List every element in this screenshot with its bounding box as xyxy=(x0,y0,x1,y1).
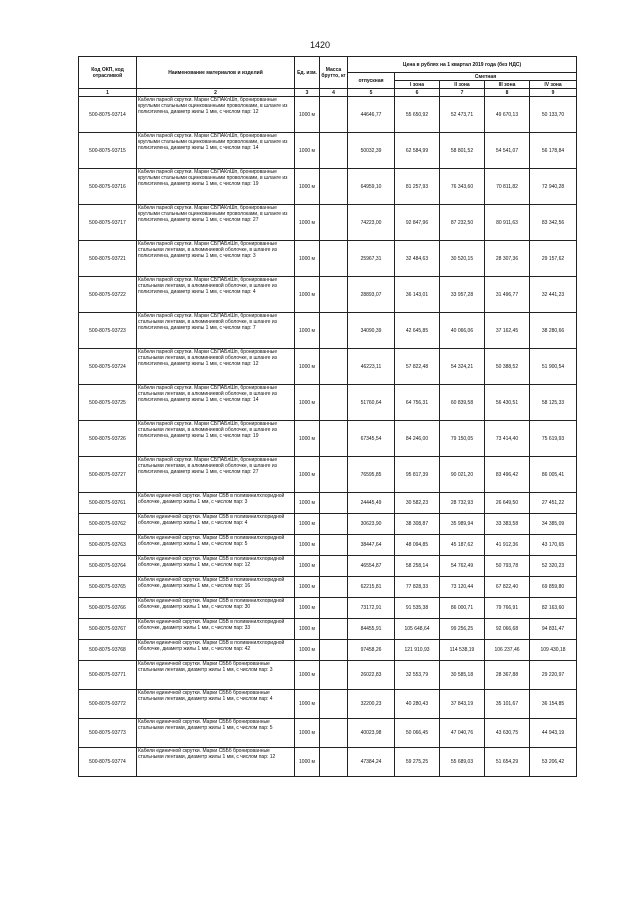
product-name-text: Кабели парной скрутки. Марки СБПАКлШп, бронированные круглыми стальными оцинкованными проволоками, в шланге из полиэтилена, диаметр жилы 1 мм, с числом пар: 12 xyxy=(138,97,288,115)
table-row xyxy=(79,169,577,205)
product-name-text: Кабели парной скрутки. Марки СБПАКлШп, бронированные круглыми стальными оцинкованными проволоками, в шланге из полиэтилена, диаметр жилы 1 мм, с числом пар: 14 xyxy=(138,133,288,151)
table-row xyxy=(79,205,577,241)
table-row xyxy=(79,514,577,535)
product-name xyxy=(137,241,295,277)
zone4-price: 29 220,97 xyxy=(530,661,577,690)
release-price: 28893,07 xyxy=(348,277,395,313)
table-row xyxy=(79,640,577,661)
release-price: 46223,11 xyxy=(348,349,395,385)
zone1-price: 57 822,48 xyxy=(395,349,440,385)
unit-cell: 1000 м xyxy=(295,133,320,169)
mass-cell xyxy=(320,619,348,640)
mass-cell xyxy=(320,457,348,493)
zone1-price: 55 650,92 xyxy=(395,97,440,133)
product-name-text: Кабели парной скрутки. Марки СБПАБлШп, бронированные стальными лентами, в алюминиевой оболочке, в шланге из полиэтилена, диаметр жилы 1 мм, с числом пар: 19 xyxy=(138,421,278,439)
zone1-price: 58 258,14 xyxy=(395,556,440,577)
unit-cell: 1000 м xyxy=(295,577,320,598)
zone2-price: 40 066,06 xyxy=(440,313,485,349)
unit-cell: 1000 м xyxy=(295,719,320,748)
mass-cell xyxy=(320,97,348,133)
zone2-price: 86 000,71 xyxy=(440,598,485,619)
release-price: 44646,77 xyxy=(348,97,395,133)
zone2-price: 35 989,94 xyxy=(440,514,485,535)
zone2-price: 47 040,76 xyxy=(440,719,485,748)
header-price-group: Цена в рублях на 1 квартал 2019 года (без НДС) xyxy=(348,57,577,73)
zone1-price: 30 582,23 xyxy=(395,493,440,514)
product-code: 500-8075-93765 xyxy=(79,577,137,598)
product-code: 500-8075-93763 xyxy=(79,535,137,556)
zone2-price: 114 538,19 xyxy=(440,640,485,661)
zone4-price: 56 178,84 xyxy=(530,133,577,169)
mass-cell xyxy=(320,421,348,457)
mass-cell xyxy=(320,277,348,313)
column-number: 3 xyxy=(295,89,320,97)
table-row xyxy=(79,719,577,748)
unit-cell: 1000 м xyxy=(295,748,320,777)
header-zone3: III зона xyxy=(485,81,530,89)
release-price: 84455,91 xyxy=(348,619,395,640)
product-name xyxy=(137,577,295,598)
product-code: 500-8075-93721 xyxy=(79,241,137,277)
product-name-text: Кабели парной скрутки. Марки СБПАБлШп, бронированные стальными лентами, в алюминиевой оболочке, в шланге из полиэтилена, диаметр жилы 1 мм, с числом пар: 4 xyxy=(138,277,278,295)
zone2-price: 60 839,58 xyxy=(440,385,485,421)
zone1-price: 64 756,31 xyxy=(395,385,440,421)
zone1-price: 105 648,64 xyxy=(395,619,440,640)
zone1-price: 92 847,96 xyxy=(395,205,440,241)
product-name xyxy=(137,133,295,169)
zone2-price: 30 585,18 xyxy=(440,661,485,690)
zone4-price: 83 342,56 xyxy=(530,205,577,241)
release-price: 47384,24 xyxy=(348,748,395,777)
zone1-price: 59 275,25 xyxy=(395,748,440,777)
mass-cell xyxy=(320,241,348,277)
zone3-price: 33 383,58 xyxy=(485,514,530,535)
mass-cell xyxy=(320,169,348,205)
header-release: отпускная xyxy=(348,73,395,89)
unit-cell: 1000 м xyxy=(295,640,320,661)
zone4-price: 29 157,62 xyxy=(530,241,577,277)
zone2-price: 55 689,03 xyxy=(440,748,485,777)
zone1-price: 84 246,00 xyxy=(395,421,440,457)
product-name-text: Кабели единичной скрутки. Марки СБВ в поливинилхлоридной оболочке, диаметр жилы 1 мм, с числом пар: 12 xyxy=(138,556,285,568)
zone2-price: 58 801,52 xyxy=(440,133,485,169)
zone2-price: 33 957,28 xyxy=(440,277,485,313)
zone1-price: 40 280,43 xyxy=(395,690,440,719)
product-name xyxy=(137,277,295,313)
product-code: 500-8075-93717 xyxy=(79,205,137,241)
zone3-price: 70 811,82 xyxy=(485,169,530,205)
header-name: Наименование материалов и изделий xyxy=(137,57,295,89)
column-number: 5 xyxy=(348,89,395,97)
product-code: 500-8075-93771 xyxy=(79,661,137,690)
zone3-price: 73 414,40 xyxy=(485,421,530,457)
mass-cell xyxy=(320,719,348,748)
zone4-price: 32 441,23 xyxy=(530,277,577,313)
unit-cell: 1000 м xyxy=(295,457,320,493)
zone4-price: 44 943,19 xyxy=(530,719,577,748)
unit-cell: 1000 м xyxy=(295,313,320,349)
zone4-price: 58 125,33 xyxy=(530,385,577,421)
page-number: 1420 xyxy=(309,40,331,50)
product-name xyxy=(137,556,295,577)
column-number: 7 xyxy=(440,89,485,97)
product-code: 500-8075-93767 xyxy=(79,619,137,640)
zone2-price: 28 732,93 xyxy=(440,493,485,514)
product-code: 500-8075-93768 xyxy=(79,640,137,661)
table-row xyxy=(79,385,577,421)
zone1-price: 42 645,85 xyxy=(395,313,440,349)
release-price: 34090,39 xyxy=(348,313,395,349)
product-name-text: Кабели единичной скрутки. Марки СББб бронированные стальными лентами, диаметр жилы 1 мм, с числом пар: 5 xyxy=(138,719,273,731)
zone1-price: 38 308,87 xyxy=(395,514,440,535)
mass-cell xyxy=(320,556,348,577)
product-code: 500-8075-93725 xyxy=(79,385,137,421)
zone3-price: 80 911,63 xyxy=(485,205,530,241)
zone4-price: 94 831,47 xyxy=(530,619,577,640)
zone3-price: 28 307,36 xyxy=(485,241,530,277)
zone2-price: 99 256,25 xyxy=(440,619,485,640)
zone4-price: 38 280,66 xyxy=(530,313,577,349)
zone2-price: 52 473,71 xyxy=(440,97,485,133)
table-row xyxy=(79,619,577,640)
product-name-text: Кабели парной скрутки. Марки СБПАБлШп, бронированные стальными лентами, в алюминиевой оболочке, в шланге из полиэтилена, диаметр жилы 1 мм, с числом пар: 7 xyxy=(138,313,278,331)
unit-cell: 1000 м xyxy=(295,277,320,313)
product-name-text: Кабели единичной скрутки. Марки СБВ в поливинилхлоридной оболочке, диаметр жилы 1 мм, с числом пар: 5 xyxy=(138,535,285,547)
header-unit: Ед. изм. xyxy=(295,57,320,89)
product-code: 500-8075-93766 xyxy=(79,598,137,619)
product-name xyxy=(137,349,295,385)
column-number: 2 xyxy=(137,89,295,97)
zone2-price: 30 520,15 xyxy=(440,241,485,277)
product-name xyxy=(137,690,295,719)
release-price: 46554,87 xyxy=(348,556,395,577)
product-name xyxy=(137,169,295,205)
product-code: 500-8075-93764 xyxy=(79,556,137,577)
mass-cell xyxy=(320,205,348,241)
product-name xyxy=(137,598,295,619)
zone1-price: 81 257,93 xyxy=(395,169,440,205)
product-code: 500-8075-93772 xyxy=(79,690,137,719)
release-price: 76595,85 xyxy=(348,457,395,493)
zone4-price: 50 133,70 xyxy=(530,97,577,133)
table-row xyxy=(79,133,577,169)
table-row xyxy=(79,97,577,133)
product-name xyxy=(137,661,295,690)
product-code: 500-8075-93762 xyxy=(79,514,137,535)
release-price: 67345,54 xyxy=(348,421,395,457)
product-code: 500-8075-93773 xyxy=(79,719,137,748)
table-row xyxy=(79,493,577,514)
mass-cell xyxy=(320,748,348,777)
mass-cell xyxy=(320,493,348,514)
table-row xyxy=(79,421,577,457)
mass-cell xyxy=(320,349,348,385)
zone3-price: 56 430,51 xyxy=(485,385,530,421)
table-row xyxy=(79,556,577,577)
zone3-price: 51 654,29 xyxy=(485,748,530,777)
header-mass: Масса брутто, кг xyxy=(320,57,348,89)
product-name xyxy=(137,205,295,241)
zone3-price: 41 912,36 xyxy=(485,535,530,556)
product-name-text: Кабели единичной скрутки. Марки СББб бронированные стальными лентами, диаметр жилы 1 мм, с числом пар: 4 xyxy=(138,690,273,702)
product-code: 500-8075-93761 xyxy=(79,493,137,514)
header-code: Код ОКП, код отрасливой xyxy=(79,57,137,89)
product-code: 500-8075-93715 xyxy=(79,133,137,169)
unit-cell: 1000 м xyxy=(295,535,320,556)
unit-cell: 1000 м xyxy=(295,661,320,690)
unit-cell: 1000 м xyxy=(295,556,320,577)
product-code: 500-8075-93774 xyxy=(79,748,137,777)
mass-cell xyxy=(320,535,348,556)
product-name xyxy=(137,421,295,457)
zone2-price: 90 021,20 xyxy=(440,457,485,493)
zone4-price: 75 619,93 xyxy=(530,421,577,457)
column-number: 1 xyxy=(79,89,137,97)
product-name-text: Кабели единичной скрутки. Марки СБВ в поливинилхлоридной оболочке, диаметр жилы 1 мм, с числом пар: 4 xyxy=(138,514,285,526)
zone3-price: 106 237,46 xyxy=(485,640,530,661)
product-name xyxy=(137,457,295,493)
product-name-text: Кабели единичной скрутки. Марки СБВ в поливинилхлоридной оболочке, диаметр жилы 1 мм, с числом пар: 42 xyxy=(138,640,285,652)
zone3-price: 92 066,68 xyxy=(485,619,530,640)
zone4-price: 69 859,80 xyxy=(530,577,577,598)
zone1-price: 32 484,63 xyxy=(395,241,440,277)
zone3-price: 83 496,42 xyxy=(485,457,530,493)
product-name-text: Кабели единичной скрутки. Марки СБВ в поливинилхлоридной оболочке, диаметр жилы 1 мм, с числом пар: 16 xyxy=(138,577,285,589)
table-row xyxy=(79,277,577,313)
header-zone4: IV зона xyxy=(530,81,577,89)
zone2-price: 76 343,60 xyxy=(440,169,485,205)
zone2-price: 73 120,44 xyxy=(440,577,485,598)
product-name-text: Кабели парной скрутки. Марки СБПАБлШп, бронированные стальными лентами, в алюминиевой оболочке, в шланге из полиэтилена, диаметр жилы 1 мм, с числом пар: 14 xyxy=(138,385,278,403)
zone4-price: 53 206,42 xyxy=(530,748,577,777)
zone2-price: 45 187,62 xyxy=(440,535,485,556)
table-row xyxy=(79,349,577,385)
unit-cell: 1000 м xyxy=(295,421,320,457)
column-number: 4 xyxy=(320,89,348,97)
column-number: 8 xyxy=(485,89,530,97)
product-name xyxy=(137,719,295,748)
mass-cell xyxy=(320,661,348,690)
zone4-price: 36 154,85 xyxy=(530,690,577,719)
product-name-text: Кабели парной скрутки. Марки СБПАБлШп, бронированные стальными лентами, в алюминиевой оболочке, в шланге из полиэтилена, диаметр жилы 1 мм, с числом пар: 27 xyxy=(138,457,278,475)
zone3-price: 28 367,88 xyxy=(485,661,530,690)
zone1-price: 91 535,38 xyxy=(395,598,440,619)
zone1-price: 121 910,93 xyxy=(395,640,440,661)
header-zone1: I зона xyxy=(395,81,440,89)
zone3-price: 49 670,13 xyxy=(485,97,530,133)
release-price: 74223,00 xyxy=(348,205,395,241)
table-row xyxy=(79,241,577,277)
zone1-price: 77 828,33 xyxy=(395,577,440,598)
zone3-price: 79 766,91 xyxy=(485,598,530,619)
mass-cell xyxy=(320,313,348,349)
zone4-price: 109 430,18 xyxy=(530,640,577,661)
mass-cell xyxy=(320,577,348,598)
zone4-price: 52 320,23 xyxy=(530,556,577,577)
release-price: 38447,64 xyxy=(348,535,395,556)
product-code: 500-8075-93723 xyxy=(79,313,137,349)
product-code: 500-8075-93727 xyxy=(79,457,137,493)
release-price: 73172,91 xyxy=(348,598,395,619)
mass-cell xyxy=(320,598,348,619)
product-code: 500-8075-93724 xyxy=(79,349,137,385)
unit-cell: 1000 м xyxy=(295,514,320,535)
product-name-text: Кабели единичной скрутки. Марки СББб бронированные стальными лентами, диаметр жилы 1 мм, с числом пар: 12 xyxy=(138,748,276,760)
product-name xyxy=(137,748,295,777)
column-number: 6 xyxy=(395,89,440,97)
release-price: 62215,81 xyxy=(348,577,395,598)
product-name-text: Кабели единичной скрутки. Марки СБВ в поливинилхлоридной оболочке, диаметр жилы 1 мм, с числом пар: 33 xyxy=(138,619,285,631)
product-name-text: Кабели парной скрутки. Марки СБПАБлШп, бронированные стальными лентами, в алюминиевой оболочке, в шланге из полиэтилена, диаметр жилы 1 мм, с числом пар: 12 xyxy=(138,349,278,367)
mass-cell xyxy=(320,690,348,719)
zone4-price: 51 900,54 xyxy=(530,349,577,385)
table-row xyxy=(79,577,577,598)
zone3-price: 50 388,52 xyxy=(485,349,530,385)
zone3-price: 31 496,77 xyxy=(485,277,530,313)
mass-cell xyxy=(320,640,348,661)
product-code: 500-8075-93722 xyxy=(79,277,137,313)
unit-cell: 1000 м xyxy=(295,97,320,133)
zone3-price: 67 822,40 xyxy=(485,577,530,598)
zone2-price: 54 762,49 xyxy=(440,556,485,577)
unit-cell: 1000 м xyxy=(295,598,320,619)
table-row xyxy=(79,690,577,719)
mass-cell xyxy=(320,514,348,535)
zone3-price: 54 541,07 xyxy=(485,133,530,169)
release-price: 50032,39 xyxy=(348,133,395,169)
zone4-price: 82 163,60 xyxy=(530,598,577,619)
unit-cell: 1000 м xyxy=(295,169,320,205)
mass-cell xyxy=(320,133,348,169)
zone2-price: 79 150,05 xyxy=(440,421,485,457)
release-price: 32200,23 xyxy=(348,690,395,719)
zone4-price: 43 170,65 xyxy=(530,535,577,556)
mass-cell xyxy=(320,385,348,421)
table-row xyxy=(79,313,577,349)
header-zone2: II зона xyxy=(440,81,485,89)
product-name xyxy=(137,313,295,349)
product-name xyxy=(137,535,295,556)
zone3-price: 50 793,78 xyxy=(485,556,530,577)
product-code: 500-8075-93716 xyxy=(79,169,137,205)
zone1-price: 32 553,79 xyxy=(395,661,440,690)
unit-cell: 1000 м xyxy=(295,619,320,640)
product-name xyxy=(137,619,295,640)
zone2-price: 37 843,19 xyxy=(440,690,485,719)
product-name-text: Кабели единичной скрутки. Марки СБВ в поливинилхлоридной оболочке, диаметр жилы 1 мм, с числом пар: 3 xyxy=(138,493,285,505)
zone1-price: 50 066,45 xyxy=(395,719,440,748)
unit-cell: 1000 м xyxy=(295,385,320,421)
release-price: 25967,31 xyxy=(348,241,395,277)
unit-cell: 1000 м xyxy=(295,493,320,514)
product-name-text: Кабели парной скрутки. Марки СБПАКлШп, бронированные круглыми стальными оцинкованными проволоками, в шланге из полиэтилена, диаметр жилы 1 мм, с числом пар: 19 xyxy=(138,169,288,187)
zone1-price: 62 584,99 xyxy=(395,133,440,169)
zone1-price: 95 817,39 xyxy=(395,457,440,493)
table-row xyxy=(79,661,577,690)
zone3-price: 26 649,50 xyxy=(485,493,530,514)
table-row xyxy=(79,748,577,777)
unit-cell: 1000 м xyxy=(295,349,320,385)
unit-cell: 1000 м xyxy=(295,241,320,277)
release-price: 40023,98 xyxy=(348,719,395,748)
zone4-price: 72 940,28 xyxy=(530,169,577,205)
zone1-price: 36 143,01 xyxy=(395,277,440,313)
release-price: 64959,10 xyxy=(348,169,395,205)
product-name-text: Кабели парной скрутки. Марки СБПАБлШп, бронированные стальными лентами, в алюминиевой оболочке, в шланге из полиэтилена, диаметр жилы 1 мм, с числом пар: 3 xyxy=(138,241,278,259)
price-table xyxy=(78,56,577,777)
unit-cell: 1000 м xyxy=(295,205,320,241)
release-price: 51760,64 xyxy=(348,385,395,421)
product-name xyxy=(137,514,295,535)
release-price: 24445,49 xyxy=(348,493,395,514)
zone3-price: 43 630,75 xyxy=(485,719,530,748)
release-price: 26022,83 xyxy=(348,661,395,690)
zone3-price: 35 101,67 xyxy=(485,690,530,719)
table-row xyxy=(79,535,577,556)
product-name xyxy=(137,493,295,514)
zone3-price: 37 162,45 xyxy=(485,313,530,349)
product-name xyxy=(137,97,295,133)
zone2-price: 54 324,21 xyxy=(440,349,485,385)
product-code: 500-8075-93714 xyxy=(79,97,137,133)
column-number: 9 xyxy=(530,89,577,97)
unit-cell: 1000 м xyxy=(295,690,320,719)
zone4-price: 86 005,41 xyxy=(530,457,577,493)
product-name-text: Кабели единичной скрутки. Марки СБВ в поливинилхлоридной оболочке, диаметр жилы 1 мм, с числом пар: 30 xyxy=(138,598,285,610)
zone1-price: 48 094,85 xyxy=(395,535,440,556)
product-name xyxy=(137,385,295,421)
product-name-text: Кабели парной скрутки. Марки СБПАКлШп, бронированные круглыми стальными оцинкованными проволоками, в шланге из полиэтилена, диаметр жилы 1 мм, с числом пар: 27 xyxy=(138,205,288,223)
release-price: 97458,26 xyxy=(348,640,395,661)
zone4-price: 34 385,09 xyxy=(530,514,577,535)
release-price: 30623,90 xyxy=(348,514,395,535)
table-row xyxy=(79,598,577,619)
table-row xyxy=(79,457,577,493)
product-name-text: Кабели единичной скрутки. Марки СББб бронированные стальными лентами, диаметр жилы 1 мм, с числом пар: 3 xyxy=(138,661,273,673)
zone4-price: 27 451,22 xyxy=(530,493,577,514)
product-code: 500-8075-93726 xyxy=(79,421,137,457)
column-number-row xyxy=(79,89,577,97)
product-name xyxy=(137,640,295,661)
header-estimate: Сметная xyxy=(395,73,577,81)
zone2-price: 87 232,50 xyxy=(440,205,485,241)
